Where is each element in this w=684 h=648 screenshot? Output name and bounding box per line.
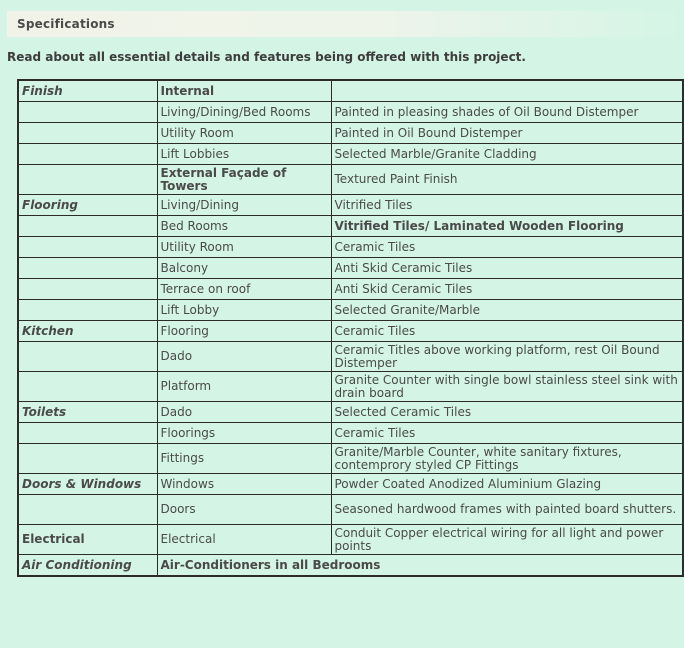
table-row [18, 80, 683, 102]
table-row [18, 321, 683, 342]
category-cell [18, 165, 157, 195]
item-cell: Utility Room [157, 237, 331, 258]
item-cell: Balcony [157, 258, 331, 279]
table-row [18, 279, 683, 300]
item-cell: Living/Dining [157, 195, 331, 216]
table-row [18, 555, 683, 577]
table-row [18, 144, 683, 165]
category-cell [18, 237, 157, 258]
detail-cell: Seasoned hardwood frames with painted board shutters. [331, 495, 683, 525]
detail-cell: Granite/Marble Counter, white sanitary fixtures, contemprory styled CP Fittings [331, 444, 683, 474]
category-cell: Finish [18, 80, 157, 102]
detail-cell: Conduit Copper electrical wiring for all light and power points [331, 525, 683, 555]
detail-cell: Vitrified Tiles [331, 195, 683, 216]
detail-cell: Painted in pleasing shades of Oil Bound Distemper [331, 102, 683, 123]
table-row [18, 372, 683, 402]
item-cell: Dado [157, 402, 331, 423]
detail-cell: Powder Coated Anodized Aluminium Glazing [331, 474, 683, 495]
detail-cell: Anti Skid Ceramic Tiles [331, 258, 683, 279]
table-row [18, 165, 683, 195]
item-cell: Lift Lobbies [157, 144, 331, 165]
table-row [18, 342, 683, 372]
detail-cell: Vitrified Tiles/ Laminated Wooden Flooring [331, 216, 683, 237]
category-cell: Doors & Windows [18, 474, 157, 495]
item-cell: Windows [157, 474, 331, 495]
item-cell: Fittings [157, 444, 331, 474]
table-row [18, 495, 683, 525]
intro-text: Read about all essential details and features being offered with this project. [7, 50, 526, 64]
table-row [18, 402, 683, 423]
item-cell: Flooring [157, 321, 331, 342]
category-cell [18, 279, 157, 300]
category-cell: Electrical [18, 525, 157, 555]
detail-cell: Anti Skid Ceramic Tiles [331, 279, 683, 300]
item-cell: Electrical [157, 525, 331, 555]
category-cell [18, 102, 157, 123]
section-header [7, 11, 684, 37]
detail-cell: Selected Ceramic Tiles [331, 402, 683, 423]
detail-cell: Textured Paint Finish [331, 165, 683, 195]
category-cell [18, 372, 157, 402]
category-cell [18, 144, 157, 165]
detail-cell: Painted in Oil Bound Distemper [331, 123, 683, 144]
table-row [18, 444, 683, 474]
category-cell [18, 258, 157, 279]
category-cell [18, 444, 157, 474]
item-cell: External Façade of Towers [157, 165, 331, 195]
detail-cell: Ceramic Tiles [331, 423, 683, 444]
category-cell [18, 123, 157, 144]
table-row [18, 423, 683, 444]
specifications-table [17, 79, 684, 577]
section-title: Specifications [17, 17, 115, 31]
detail-cell: Selected Granite/Marble [331, 300, 683, 321]
detail-cell: Selected Marble/Granite Cladding [331, 144, 683, 165]
item-cell: Doors [157, 495, 331, 525]
category-cell: Toilets [18, 402, 157, 423]
category-cell [18, 495, 157, 525]
item-cell: Air-Conditioners in all Bedrooms [157, 555, 683, 577]
table-row [18, 474, 683, 495]
table-row [18, 195, 683, 216]
category-cell [18, 216, 157, 237]
item-cell: Lift Lobby [157, 300, 331, 321]
item-cell: Bed Rooms [157, 216, 331, 237]
detail-cell [331, 80, 683, 102]
item-cell: Floorings [157, 423, 331, 444]
category-cell: Kitchen [18, 321, 157, 342]
table-row [18, 216, 683, 237]
category-cell [18, 423, 157, 444]
item-cell: Internal [157, 80, 331, 102]
detail-cell: Ceramic Tiles [331, 321, 683, 342]
item-cell: Terrace on roof [157, 279, 331, 300]
table-row [18, 258, 683, 279]
category-cell [18, 342, 157, 372]
category-cell: Flooring [18, 195, 157, 216]
table-row [18, 102, 683, 123]
category-cell [18, 300, 157, 321]
item-cell: Platform [157, 372, 331, 402]
table-row [18, 123, 683, 144]
category-cell: Air Conditioning [18, 555, 157, 577]
table-row [18, 525, 683, 555]
table-row [18, 300, 683, 321]
detail-cell: Ceramic Titles above working platform, rest Oil Bound Distemper [331, 342, 683, 372]
item-cell: Dado [157, 342, 331, 372]
detail-cell: Ceramic Tiles [331, 237, 683, 258]
detail-cell: Granite Counter with single bowl stainless steel sink with drain board [331, 372, 683, 402]
table-row [18, 237, 683, 258]
item-cell: Utility Room [157, 123, 331, 144]
item-cell: Living/Dining/Bed Rooms [157, 102, 331, 123]
